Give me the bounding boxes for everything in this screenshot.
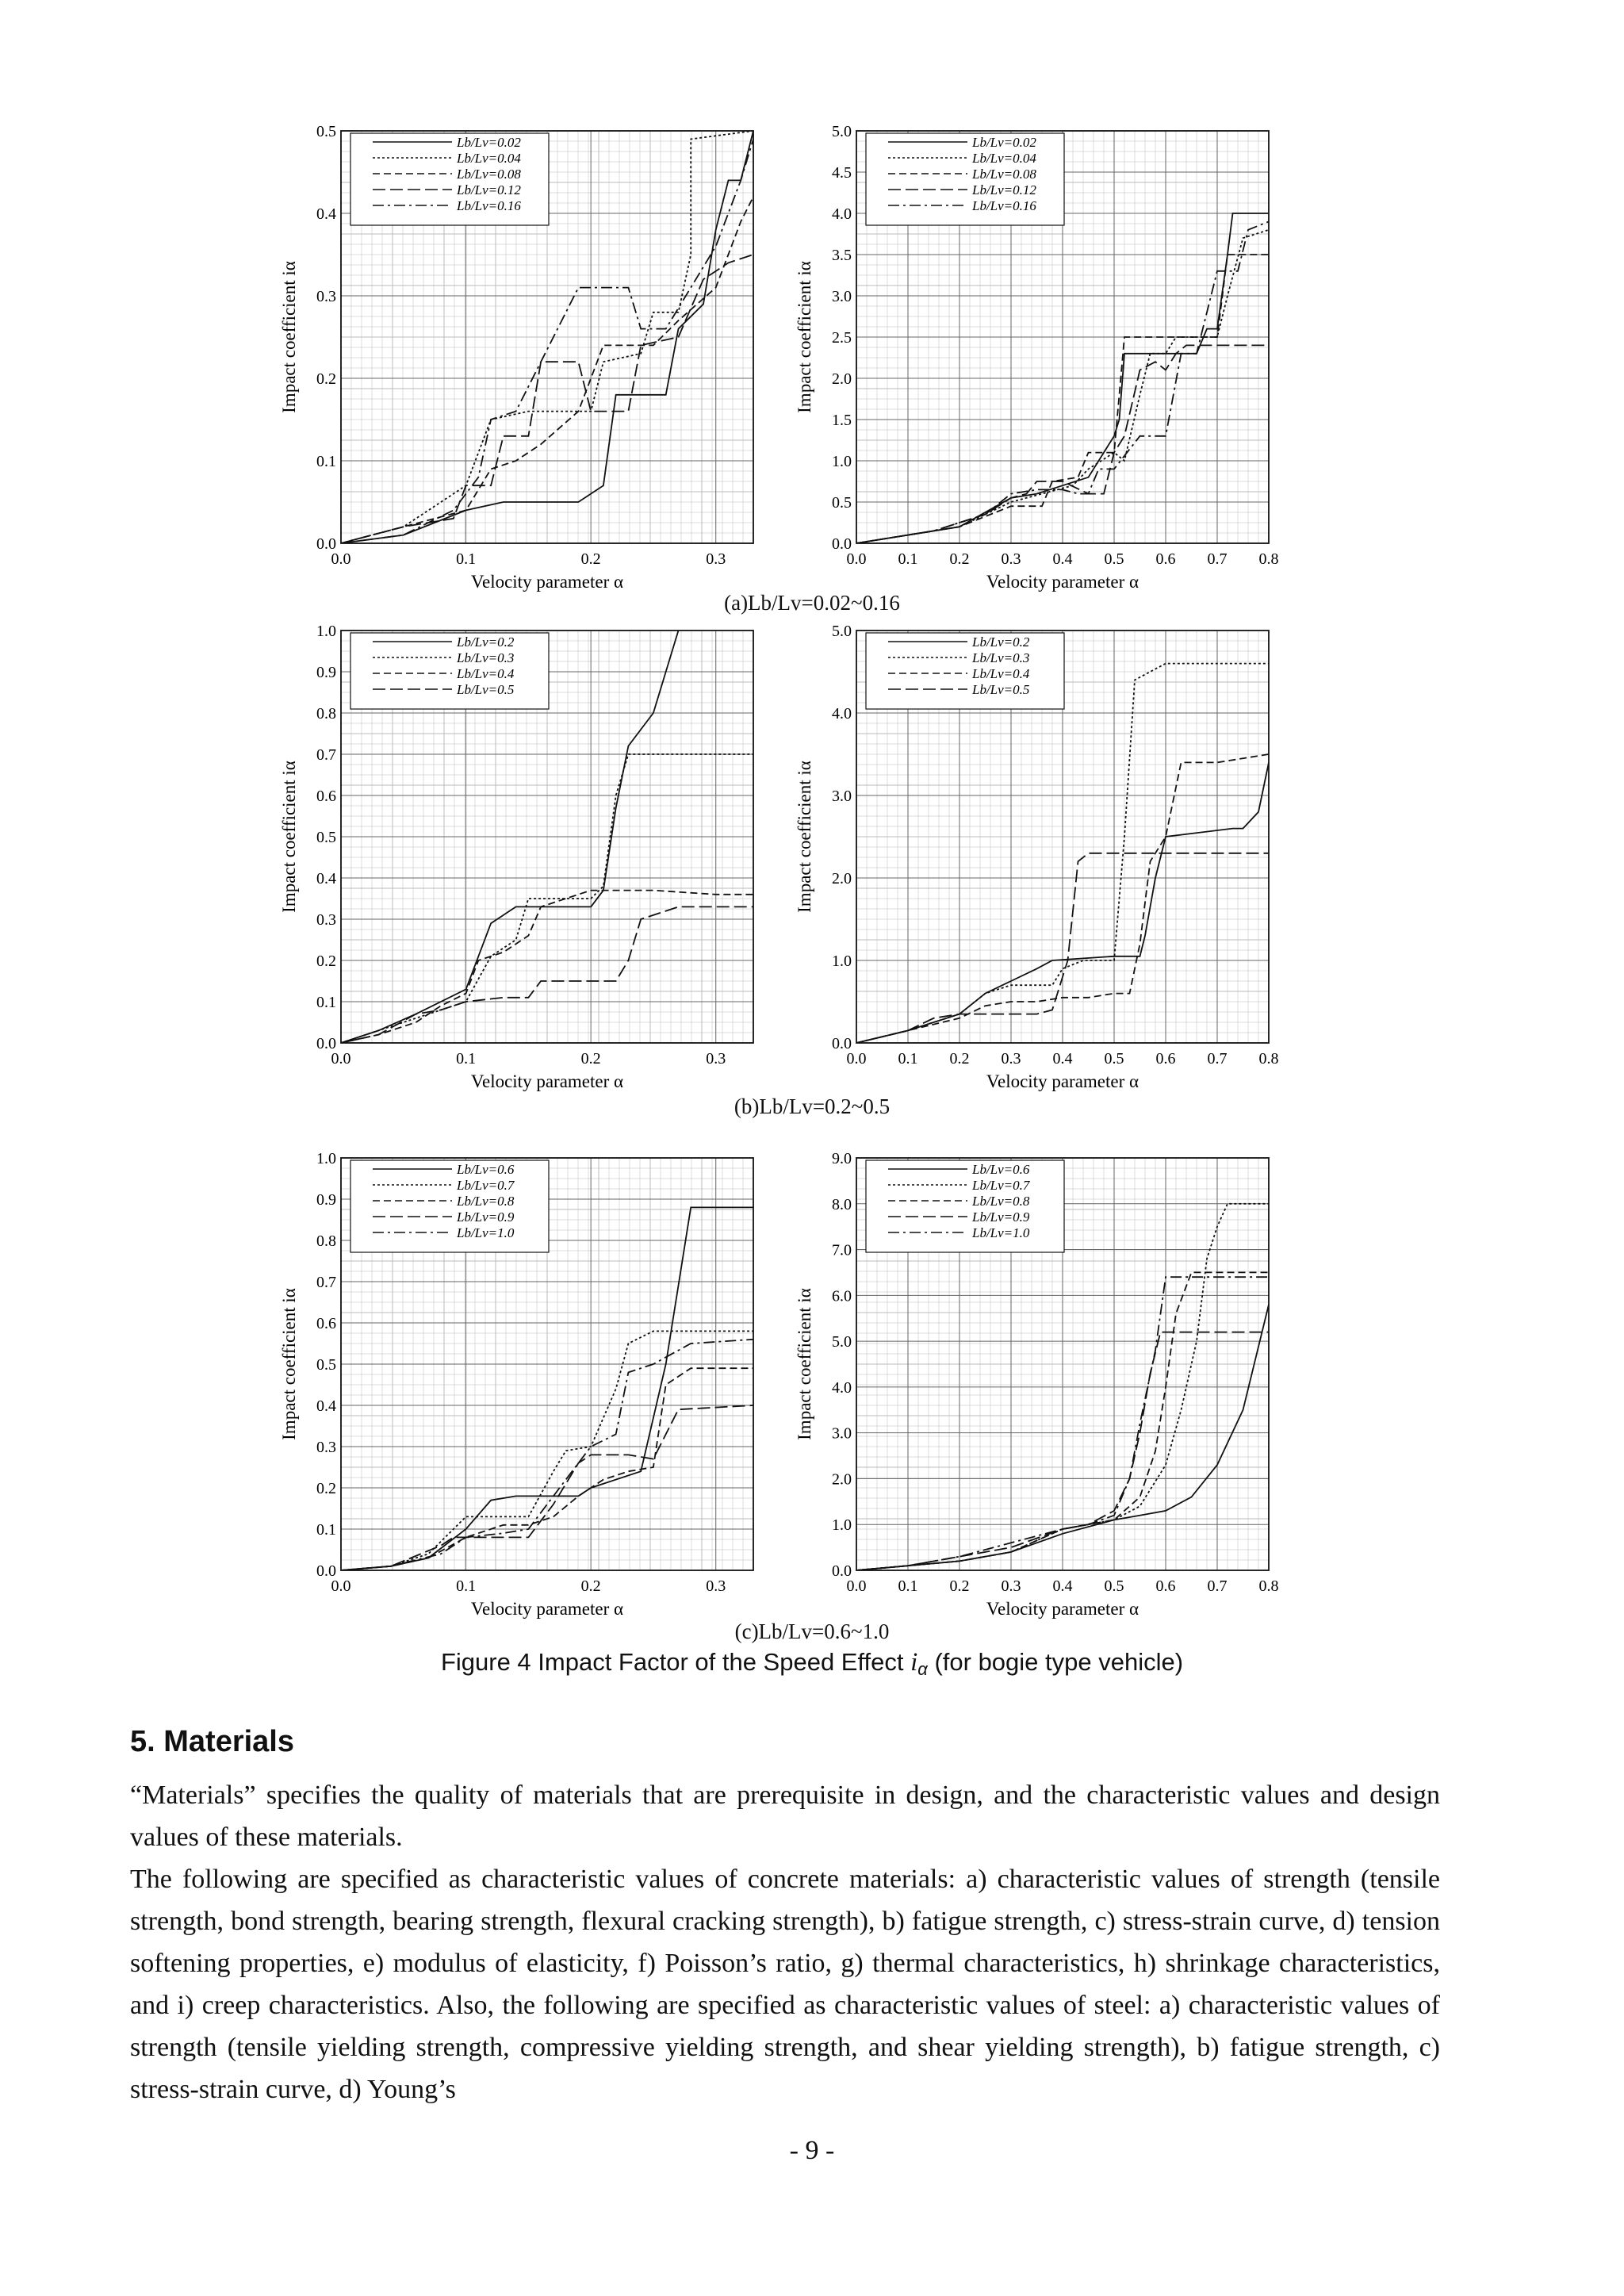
legend-label: Lb/Lv=0.7 [972, 1178, 1030, 1193]
legend-label: Lb/Lv=1.0 [457, 1225, 515, 1240]
x-tick-label: 0.2 [949, 1577, 970, 1595]
legend-box [350, 633, 549, 709]
section-heading: 5. Materials [130, 1725, 294, 1758]
x-axis-label: Velocity parameter α [986, 572, 1139, 592]
y-tick-label: 5.0 [832, 623, 852, 640]
x-tick-label: 0.1 [898, 1577, 918, 1595]
x-tick-label: 0.3 [706, 1050, 726, 1068]
x-tick-label: 0.7 [1207, 550, 1228, 568]
legend-label: Lb/Lv=0.12 [972, 182, 1036, 197]
x-tick-label: 0.2 [580, 550, 601, 568]
y-tick-label: 4.0 [832, 705, 852, 723]
figure-caption-subscript: α [917, 1659, 928, 1679]
y-tick-label: 0.8 [316, 705, 336, 723]
legend-label: Lb/Lv=0.3 [457, 650, 515, 665]
y-tick-label: 4.5 [832, 164, 852, 182]
y-tick-label: 0.5 [832, 494, 852, 512]
y-tick-label: 3.5 [832, 247, 852, 264]
x-tick-label: 0.5 [1104, 1050, 1124, 1068]
x-tick-label: 0.6 [1155, 1050, 1176, 1068]
y-tick-label: 1.0 [832, 1516, 852, 1535]
y-tick-label: 0.6 [316, 1315, 336, 1332]
legend-label: Lb/Lv=0.4 [972, 666, 1030, 681]
x-tick-label: 0.3 [1001, 1050, 1021, 1068]
chart-c-right [785, 1150, 1293, 1662]
y-tick-label: 0.9 [316, 1191, 336, 1209]
y-tick-label: 0.0 [316, 1035, 336, 1052]
figure-caption-suffix: (for bogie type vehicle) [927, 1648, 1184, 1676]
y-tick-label: 4.0 [832, 205, 852, 223]
x-tick-label: 0.8 [1258, 1050, 1279, 1068]
legend-label: Lb/Lv=0.2 [972, 634, 1030, 650]
chart-b-right-svg [785, 623, 1293, 1130]
x-tick-label: 0.2 [949, 550, 970, 568]
chart-a-left-svg [270, 123, 777, 631]
legend-label: Lb/Lv=0.04 [972, 151, 1036, 166]
legend-label: Lb/Lv=0.12 [457, 182, 521, 197]
legend-label: Lb/Lv=0.5 [972, 682, 1030, 697]
x-tick-label: 0.2 [949, 1050, 970, 1068]
y-tick-label: 7.0 [832, 1241, 852, 1259]
chart-b-left [270, 623, 777, 1134]
legend-label: Lb/Lv=0.9 [457, 1209, 515, 1225]
y-tick-label: 0.3 [316, 1439, 336, 1456]
chart-b-left-svg [270, 623, 777, 1130]
legend-label: Lb/Lv=0.08 [972, 167, 1036, 182]
legend [350, 1160, 549, 1252]
chart-a-left [270, 123, 777, 634]
x-tick-label: 0.2 [580, 1050, 601, 1068]
x-axis-label: Velocity parameter α [470, 1599, 624, 1619]
y-axis-label: Impact coefficient iα [279, 261, 299, 413]
chart-a-right-svg [785, 123, 1293, 631]
legend-label: Lb/Lv=0.08 [457, 167, 521, 182]
y-tick-label: 1.5 [832, 412, 852, 429]
legend [866, 633, 1064, 709]
legend-label: Lb/Lv=0.16 [972, 198, 1036, 213]
y-tick-label: 0.0 [316, 1562, 336, 1580]
x-tick-label: 0.0 [331, 1577, 351, 1595]
legend [350, 633, 549, 709]
legend-label: Lb/Lv=1.0 [972, 1225, 1030, 1240]
x-tick-label: 0.5 [1104, 1577, 1124, 1595]
y-axis-label: Impact coefficient iα [795, 1288, 814, 1440]
x-tick-label: 0.5 [1104, 550, 1124, 568]
legend-label: Lb/Lv=0.04 [457, 151, 521, 166]
legend-label: Lb/Lv=0.16 [457, 198, 521, 213]
subcaption-c: (c)Lb/Lv=0.6~1.0 [734, 1619, 890, 1643]
x-tick-label: 0.1 [898, 1050, 918, 1068]
x-axis-label: Velocity parameter α [986, 1599, 1139, 1619]
y-tick-label: 2.5 [832, 329, 852, 347]
y-tick-label: 6.0 [832, 1287, 852, 1305]
legend-label: Lb/Lv=0.4 [457, 666, 515, 681]
y-tick-label: 0.3 [316, 288, 336, 305]
legend [866, 1160, 1064, 1252]
y-tick-label: 1.0 [316, 623, 336, 640]
y-tick-label: 3.0 [832, 1424, 852, 1443]
y-tick-label: 0.3 [316, 911, 336, 929]
chart-c-left [270, 1150, 777, 1662]
page-number: - 9 - [789, 2136, 835, 2165]
y-axis-label: Impact coefficient iα [795, 761, 814, 913]
legend-label: Lb/Lv=0.7 [457, 1178, 515, 1193]
x-tick-label: 0.0 [846, 1577, 867, 1595]
y-axis-label: Impact coefficient iα [279, 761, 299, 913]
y-axis-label: Impact coefficient iα [279, 1288, 299, 1440]
y-tick-label: 0.0 [832, 1562, 852, 1580]
legend-box [866, 633, 1064, 709]
y-tick-label: 0.2 [316, 953, 336, 970]
paragraph: The following are specified as characteristic values of concrete materials: a) characteristic values of strength (tensile strength, bond strength, bearing strength, flexural cracking strength), b) fatigue strength, c) stress-strain curve, d) tension softening properties, e) modulus of elasticity, f) Poisson’s ratio, g) thermal characteristics, h) shrinkage characteristics, and i) creep characteristics. Also, the following are specified as characteristic values of steel: a) characteristic values of strength (tensile yielding strength, compressive yielding strength, and shear yielding strength), b) fatigue strength, c) stress-strain curve, d) Young’s [130, 1865, 1440, 2104]
legend-label: Lb/Lv=0.6 [972, 1162, 1030, 1177]
x-axis-label: Velocity parameter α [470, 572, 624, 592]
legend [350, 133, 549, 225]
x-tick-label: 0.3 [1001, 1577, 1021, 1595]
legend-label: Lb/Lv=0.5 [457, 682, 515, 697]
y-tick-label: 5.0 [832, 123, 852, 140]
x-tick-label: 0.8 [1258, 550, 1279, 568]
x-tick-label: 0.2 [580, 1577, 601, 1595]
y-tick-label: 0.0 [316, 535, 336, 553]
x-tick-label: 0.7 [1207, 1050, 1228, 1068]
y-tick-label: 0.1 [316, 994, 336, 1011]
y-tick-label: 0.0 [832, 535, 852, 553]
legend-label: Lb/Lv=0.8 [457, 1194, 515, 1209]
y-tick-label: 9.0 [832, 1150, 852, 1167]
x-tick-label: 0.0 [331, 550, 351, 568]
y-tick-label: 1.0 [316, 1150, 336, 1167]
y-tick-label: 5.0 [832, 1333, 852, 1351]
y-tick-label: 0.4 [316, 205, 336, 223]
y-tick-label: 0.5 [316, 123, 336, 140]
y-tick-label: 3.0 [832, 788, 852, 805]
subcaption-a: (a)Lb/Lv=0.02~0.16 [724, 591, 900, 615]
y-tick-label: 0.5 [316, 829, 336, 846]
legend-box [350, 1160, 549, 1252]
y-tick-label: 4.0 [832, 1378, 852, 1397]
y-tick-label: 0.8 [316, 1232, 336, 1250]
figure-caption [0, 1648, 1624, 1680]
x-tick-label: 0.0 [331, 1050, 351, 1068]
legend-label: Lb/Lv=0.8 [972, 1194, 1030, 1209]
y-tick-label: 0.0 [832, 1035, 852, 1052]
y-tick-label: 1.0 [832, 453, 852, 470]
legend-label: Lb/Lv=0.02 [457, 135, 521, 150]
chart-b-right [785, 623, 1293, 1134]
legend-label: Lb/Lv=0.6 [457, 1162, 515, 1177]
y-tick-label: 1.0 [832, 953, 852, 970]
paragraph: “Materials” specifies the quality of materials that are prerequisite in design, and the characteristic values and design values of these materials. [130, 1780, 1440, 1852]
y-tick-label: 0.4 [316, 1397, 336, 1415]
y-tick-label: 0.1 [316, 453, 336, 470]
y-tick-label: 0.5 [316, 1356, 336, 1374]
x-tick-label: 0.3 [706, 550, 726, 568]
x-tick-label: 0.4 [1052, 1050, 1073, 1068]
x-tick-label: 0.6 [1155, 550, 1176, 568]
chart-c-left-svg [270, 1150, 777, 1658]
y-tick-label: 0.1 [316, 1521, 336, 1539]
y-axis-label: Impact coefficient iα [795, 261, 814, 413]
y-tick-label: 8.0 [832, 1195, 852, 1213]
figure-caption-prefix: Figure 4 Impact Factor of the Speed Effect [440, 1648, 911, 1676]
y-tick-label: 3.0 [832, 288, 852, 305]
x-tick-label: 0.3 [706, 1577, 726, 1595]
y-tick-label: 0.2 [316, 1480, 336, 1497]
chart-a-right [785, 123, 1293, 634]
legend [866, 133, 1064, 225]
legend-label: Lb/Lv=0.3 [972, 650, 1030, 665]
x-axis-label: Velocity parameter α [470, 1071, 624, 1091]
x-tick-label: 0.0 [846, 1050, 867, 1068]
y-tick-label: 0.7 [316, 746, 336, 764]
y-tick-label: 0.2 [316, 370, 336, 388]
x-tick-label: 0.6 [1155, 1577, 1176, 1595]
x-tick-label: 0.4 [1052, 550, 1073, 568]
x-tick-label: 0.1 [456, 550, 477, 568]
y-tick-label: 0.9 [316, 664, 336, 681]
x-tick-label: 0.3 [1001, 550, 1021, 568]
y-tick-label: 0.4 [316, 870, 336, 887]
y-tick-label: 0.6 [316, 788, 336, 805]
subcaption-b: (b)Lb/Lv=0.2~0.5 [733, 1094, 891, 1118]
legend-label: Lb/Lv=0.02 [972, 135, 1036, 150]
y-tick-label: 2.0 [832, 1470, 852, 1489]
x-tick-label: 0.1 [456, 1050, 477, 1068]
x-tick-label: 0.4 [1052, 1577, 1073, 1595]
chart-c-right-svg [785, 1150, 1293, 1658]
legend-label: Lb/Lv=0.9 [972, 1209, 1030, 1225]
x-tick-label: 0.1 [456, 1577, 477, 1595]
x-tick-label: 0.8 [1258, 1577, 1279, 1595]
x-tick-label: 0.0 [846, 550, 867, 568]
y-tick-label: 2.0 [832, 370, 852, 388]
legend-label: Lb/Lv=0.2 [457, 634, 515, 650]
x-axis-label: Velocity parameter α [986, 1071, 1139, 1091]
legend-box [866, 1160, 1064, 1252]
figure-caption-symbol: i [910, 1648, 918, 1677]
x-tick-label: 0.7 [1207, 1577, 1228, 1595]
x-tick-label: 0.1 [898, 550, 918, 568]
y-tick-label: 0.7 [316, 1274, 336, 1291]
y-tick-label: 2.0 [832, 870, 852, 887]
